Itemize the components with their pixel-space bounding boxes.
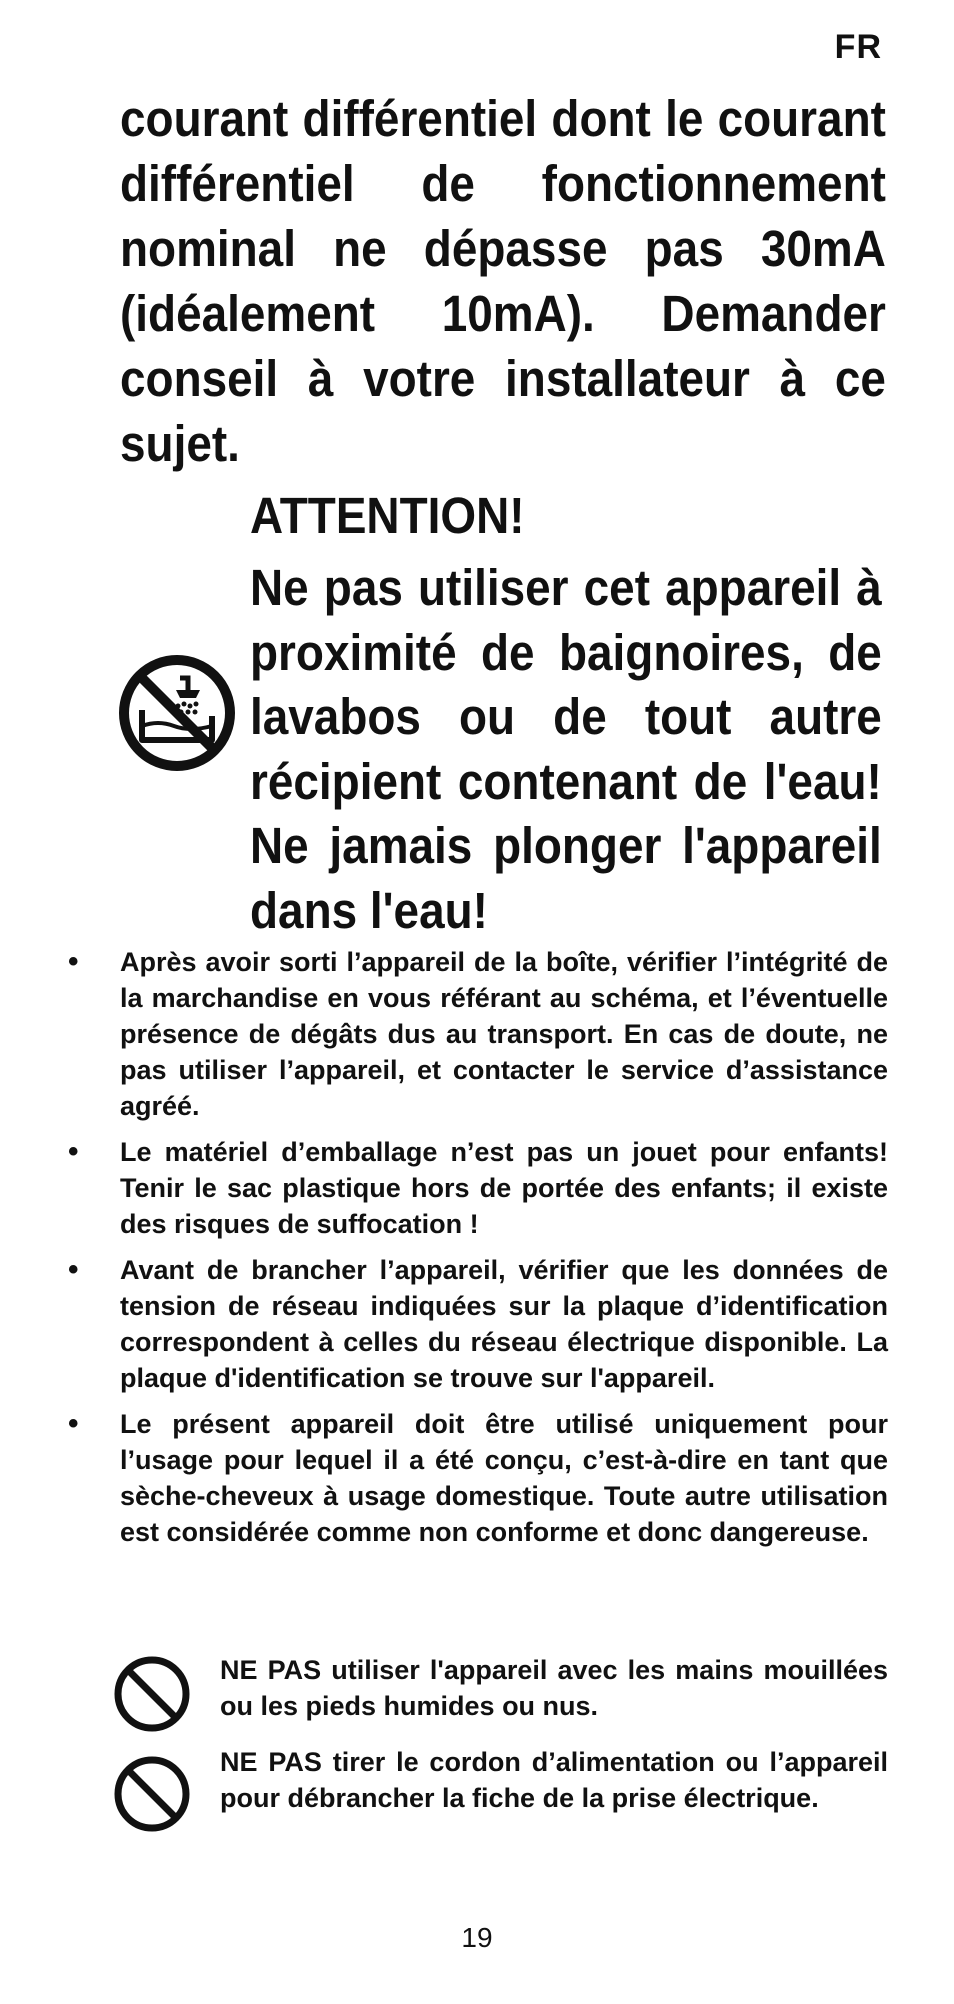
attention-title: ATTENTION!: [250, 487, 525, 544]
bullet-text: Avant de brancher l’appareil, vérifier que les données de tension de réseau indiquées sur la plaque d’identification correspondent à celles du réseau électrique disponible. La plaque d'identification se trouve sur l'appareil.: [120, 1255, 888, 1393]
warning-text: NE PAS tirer le cordon d’alimentation ou l’appareil pour débrancher la fiche de la prise électrique.: [220, 1747, 888, 1813]
warning-wet-hands: [112, 1652, 888, 1724]
bullet-icon: •: [68, 1135, 79, 1168]
safety-bullet-list: [68, 944, 888, 1560]
list-item: [68, 944, 888, 1124]
bullet-text: Le présent appareil doit être utilisé uniquement pour l’usage pour lequel il a été conçu, c’est-à-dire en tant que sèche-cheveux à usage domestique. Toute autre utilisation est considérée comme non conforme et donc dangereuse.: [120, 1409, 888, 1547]
warning-text: NE PAS utiliser l'appareil avec les mains mouillées ou les pieds humides ou nus.: [220, 1655, 888, 1721]
bullet-icon: •: [68, 1253, 79, 1286]
bullet-icon: •: [68, 945, 79, 978]
bullet-text: Le matériel d’emballage n’est pas un jouet pour enfants! Tenir le sac plastique hors de portée des enfants; il existe des risques de suffocation !: [120, 1137, 888, 1239]
prohibition-icon: [112, 1754, 192, 1834]
list-item: [68, 1406, 888, 1550]
intro-paragraph: courant différentiel dont le courant différentiel de fonctionnement nominal ne dépasse pas 30mA (idéalement 10mA). Demander conseil à votre installateur à ce sujet.: [120, 90, 886, 472]
attention-warning-text: Ne pas utiliser cet appareil à proximité de baignoires, de lavabos ou de tout autre récipient contenant de l'eau! Ne jamais plonger l'appareil dans l'eau!: [250, 559, 882, 939]
list-item: [68, 1252, 888, 1396]
page-number: 19: [461, 1922, 493, 1953]
warning-pull-cord: [112, 1744, 888, 1816]
prohibition-icon: [112, 1654, 192, 1734]
no-bath-icon: [118, 654, 236, 772]
list-item: [68, 1134, 888, 1242]
language-code: FR: [834, 28, 882, 66]
bullet-text: Après avoir sorti l’appareil de la boîte, vérifier l’intégrité de la marchandise en vous référant au schéma, et l’éventuelle présence de dégâts dus au transport. En cas de doute, ne pas utiliser l’appareil, et contacter le service d’assistance agréé.: [120, 947, 888, 1121]
bullet-icon: •: [68, 1407, 79, 1440]
